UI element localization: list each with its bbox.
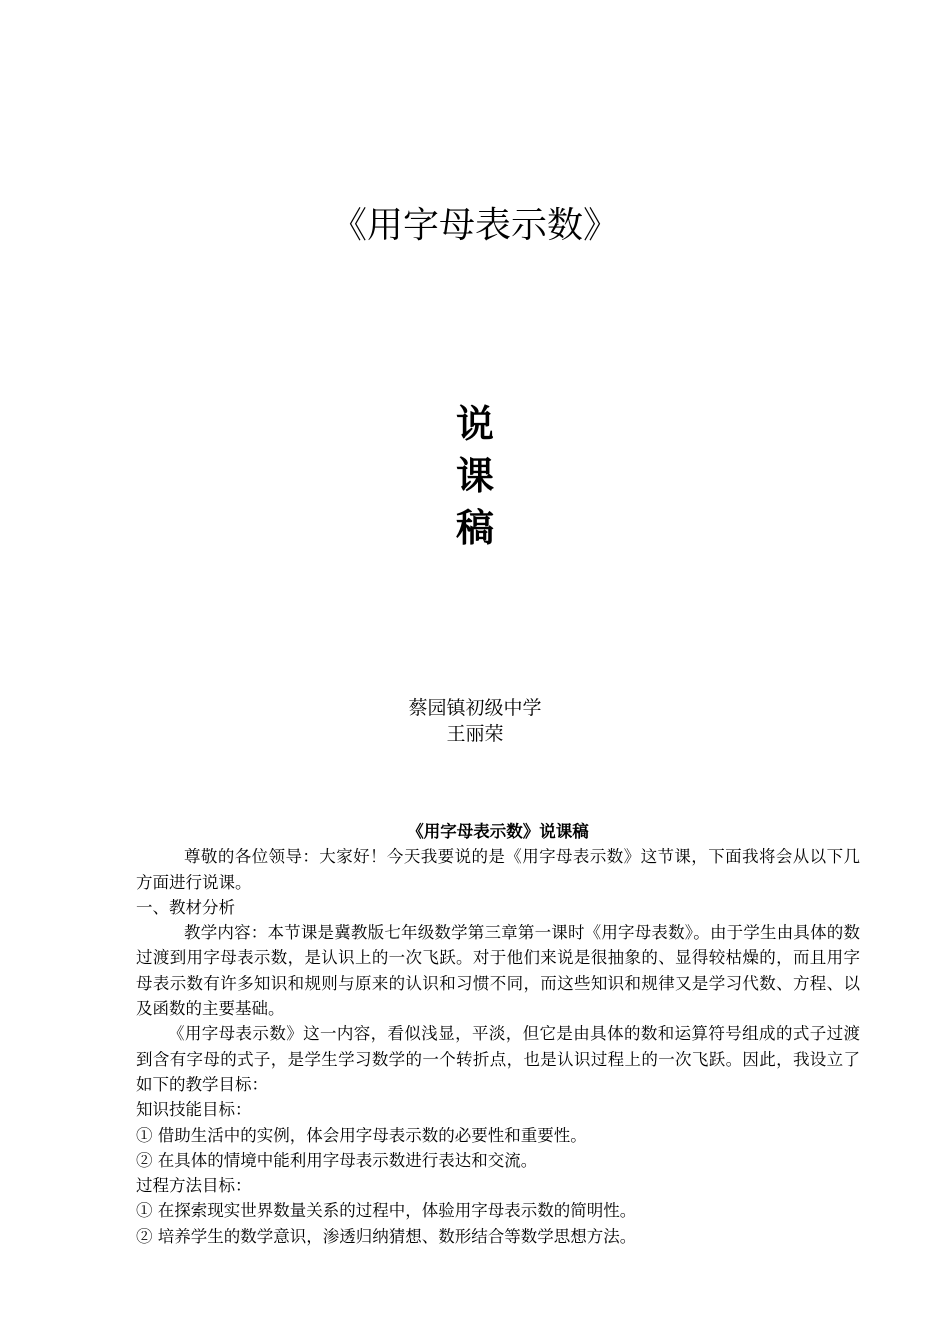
knowledge-item: ② 在具体的情境中能利用字母表示数进行表达和交流。 — [136, 1150, 538, 1170]
cover-title: 《用字母表示数》 — [330, 205, 619, 246]
cover-vertical-title — [0, 398, 950, 554]
process-item: ① 在探索现实世界数量关系的过程中，体验用字母表示数的简明性。 — [136, 1201, 637, 1221]
body-title: 《用字母表示数》说课稿 — [407, 822, 589, 841]
knowledge-item: ① 借助生活中的实例，体会用字母表示数的必要性和重要性。 — [136, 1125, 587, 1145]
vertical-title-char: 稿 — [455, 506, 494, 550]
section-heading: 一、教材分析 — [136, 897, 235, 917]
transition-paragraph: 《用字母表示数》这一内容，看似浅显，平淡，但它是由具体的数和运算符号组成的式子过渡到含有字母的式子，是学生学习数学的一个转折点，也是认识过程上的一次飞跃。因此，我设立了如下的教学目标： — [136, 1024, 860, 1094]
vertical-title-char: 课 — [455, 454, 494, 498]
school-name: 蔡园镇初级中学 — [408, 697, 542, 719]
author-name: 王丽荣 — [446, 723, 504, 745]
content-paragraph: 教学内容：本节课是冀教版七年级数学第三章第一课时《用字母表数》。由于学生由具体的数过渡到用字母表示数，是认识上的一次飞跃。对于他们来说是很抽象的、显得较枯燥的，而且用字母表示数有许多知识和规则与原来的认识和习惯不同，而这些知识和规律又是学习代数、方程、以及函数的主要基础。 — [136, 923, 860, 1019]
cover-info — [0, 695, 950, 747]
process-heading: 过程方法目标： — [136, 1176, 252, 1196]
knowledge-heading: 知识技能目标： — [136, 1100, 252, 1120]
vertical-title-char: 说 — [455, 402, 494, 446]
process-item: ② 培养学生的数学意识，渗透归纳猜想、数形结合等数学思想方法。 — [136, 1226, 637, 1246]
greeting-paragraph: 尊敬的各位领导：大家好！今天我要说的是《用字母表示数》这节课，下面我将会从以下几方面进行说课。 — [136, 847, 860, 892]
lecture-body — [136, 819, 860, 1249]
